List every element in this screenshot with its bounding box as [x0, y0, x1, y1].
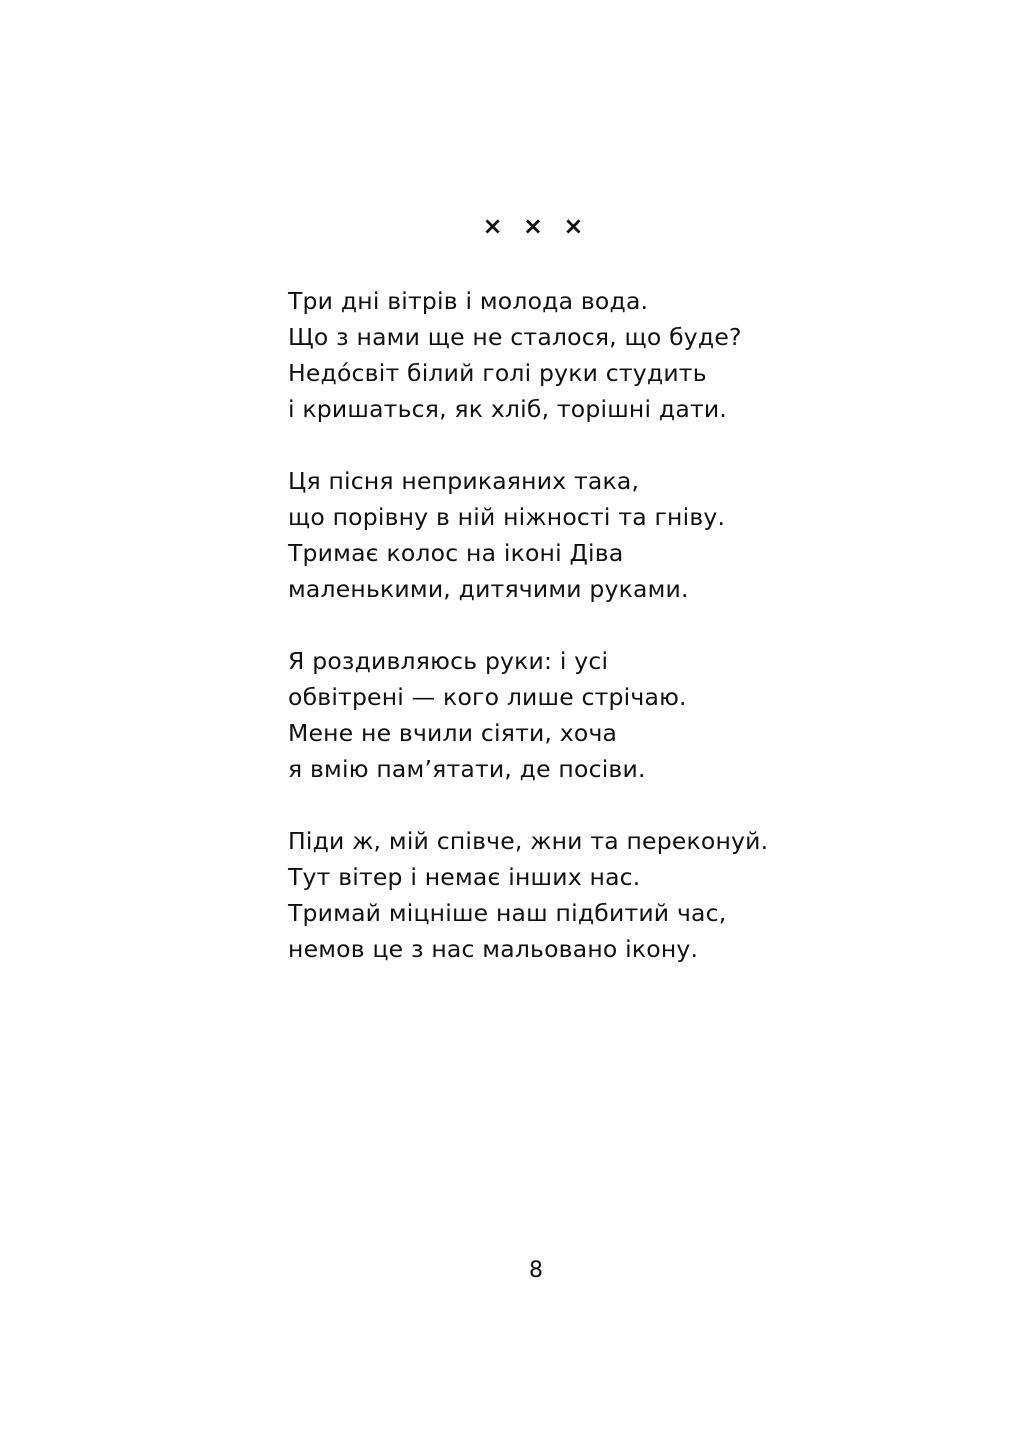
- poem-line: Ця пісня неприкаяних така,: [288, 467, 640, 495]
- poem-line: Тримає колос на іконі Діва: [288, 539, 624, 567]
- poem-line: обвітрені — кого лише стрічаю.: [288, 683, 687, 711]
- poem-line: і кришаться, як хліб, торішні дати.: [288, 395, 727, 423]
- poem-line: Тут вітер і немає інших нас.: [288, 863, 641, 891]
- poem-line: Мене не вчили сіяти, хоча: [288, 719, 618, 747]
- poem-line: Що з нами ще не сталося, що буде?: [288, 323, 742, 351]
- poem-line: Недóсвіт білий голі руки студить: [288, 359, 707, 387]
- poem-line: що порівну в ній ніжності та гніву.: [288, 503, 726, 531]
- poem-line: Я роздивляюсь руки: і усі: [288, 647, 609, 675]
- stanza: [288, 283, 928, 427]
- poem-line: маленькими, дитячими руками.: [288, 575, 689, 603]
- stanza: [288, 463, 928, 607]
- poem-line: Тримай міцніше наш підбитий час,: [288, 899, 727, 927]
- section-separator: × × ×: [482, 212, 590, 240]
- page-number: 8: [529, 1258, 543, 1283]
- stanza: [288, 643, 928, 787]
- poem-line: Піди ж, мій співче, жни та переконуй.: [288, 827, 769, 855]
- poem-line: Три дні вітрів і молода вода.: [288, 287, 649, 315]
- stanza: [288, 823, 928, 967]
- poem: [288, 283, 928, 1003]
- poem-line: я вмію пам’ятати, де посіви.: [288, 755, 646, 783]
- poem-line: немов це з нас мальовано ікону.: [288, 935, 699, 963]
